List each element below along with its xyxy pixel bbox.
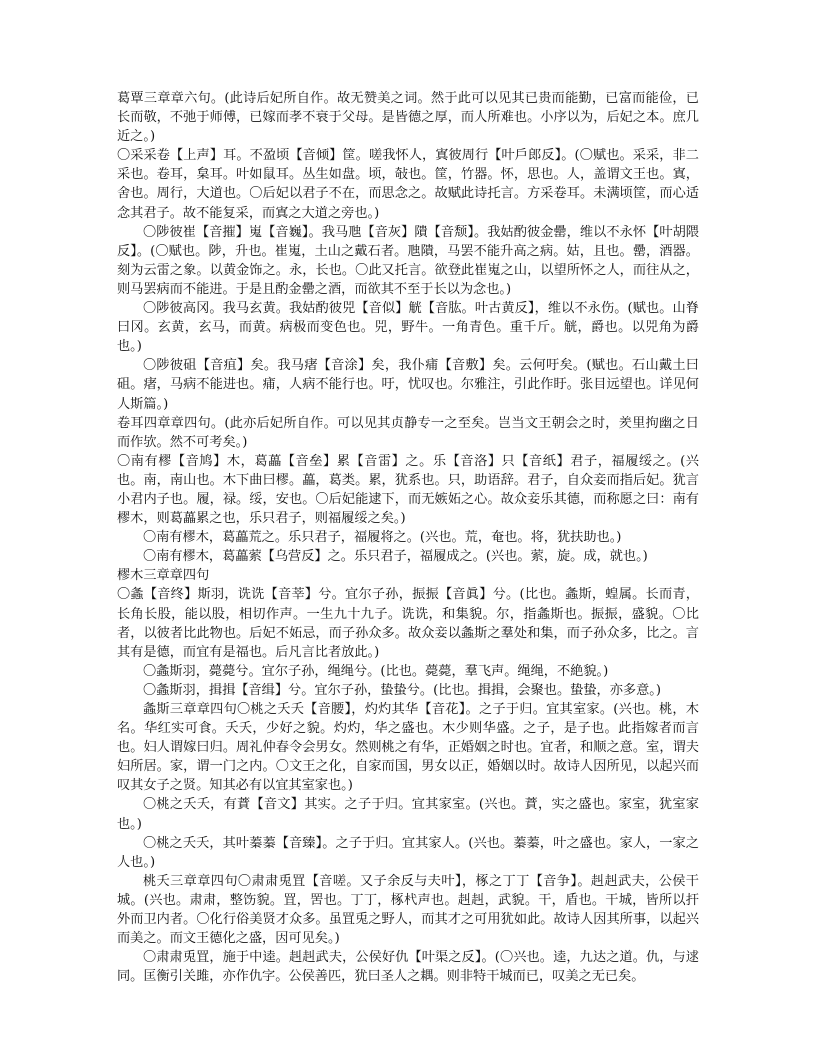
paragraph: 〇螽斯羽，薨薨兮。宜尔子孙，绳绳兮。(比也。薨薨，羣飞声。绳绳，不絶貌。) [143,663,609,679]
paragraph: 〇南有樛木，葛藟荒之。乐只君子，福履将之。(兴也。荒，奄也。将，犹扶助也。) [143,530,622,546]
text-body [117,89,699,986]
paragraph: 〇陟彼崔【音摧】嵬【音巍】。我马虺【音灰】隤【音颓】。我姑酌彼金罍，维以不永怀【叶胡隈反】。(〇赋也。陟，升也。崔嵬，土山之戴石者。虺隤，马罢不能升高之病。姑，且也。罍，酒器。刻为云雷之象。以黄金饰之。永，长也。〇此又托言。欲登此崔嵬之山，以望所怀之人，而往从之，则马罢病而不能进。于是且酌金罍之酒，而欲其不至于长以为念也。) [117,224,699,297]
paragraph: 〇陟彼砠【音疽】矣。我马瘏【音涂】矣，我仆痡【音敷】矣。云何吁矣。(赋也。石山戴土曰砠。瘏，马病不能进也。痡，人病不能行也。吁，忧叹也。尔雅注，引此作盱。张目远望也。详见何人斯篇。) [117,358,699,412]
paragraph: 〇桃之夭夭，其叶蓁蓁【音臻】。之子于归。宜其家人。(兴也。蓁蓁，叶之盛也。家人，一家之人也。) [117,835,699,870]
paragraph: 桃夭三章章四句〇肃肃兎罝【音嗟。又子余反与夫叶】，椓之丁丁【音争】。赳赳武夫，公侯干城。(兴也。肃肃，整饬貌。罝，罟也。丁丁，椓杙声也。赳赳，武貌。干，盾也。干城，皆所以扞外而卫内者。〇化行俗美贤才众多。虽罝兎之野人，而其才之可用犹如此。故诗人因其所事，以起兴而美之。而文王德化之盛，因可见矣。) [117,873,699,947]
paragraph: 〇螽【音终】斯羽，诜诜【音莘】兮。宜尔子孙，振振【音眞】兮。(比也。螽斯，蝗属。长而青，长角长股，能以股，相切作声。一生九十九子。诜诜，和集貌。尔，指螽斯也。振振，盛貌。〇比者，以彼者比此物也。后妃不妬忌，而子孙众多。故众妾以螽斯之羣处和集，而子孙众多，比之。言其有是德，而宜有是福也。后凡言比者放此。) [117,587,699,660]
paragraph: 〇陟彼高冈。我马玄黄。我姑酌彼兕【音似】觥【音肱。叶古黄反】，维以不永伤。(赋也。山脊曰冈。玄黄，玄马，而黄。病极而变色也。兕，野牛。一角青色。重千斤。觥，爵也。以兕角为爵也。) [117,301,699,355]
paragraph: 〇螽斯羽，揖揖【音缉】兮。宜尔子孙，蛰蛰兮。(比也。揖揖，会聚也。蛰蛰，亦多意。) [143,682,661,698]
paragraph: 〇南有樛木，葛藟萦【乌营反】之。乐只君子，福履成之。(兴也。萦，旋。成，就也。) [143,549,648,565]
paragraph: 葛覃三章章六句。(此诗后妃所自作。故无赞美之词。然于此可以见其已贵而能勤，已富而能俭，已长而敬，不弛于师傅，已嫁而孝不衰于父母。是皆德之厚，而人所难也。小序以为，后妃之本。庶几近之。) [117,91,699,145]
paragraph: 〇南有樛【音鸠】木，葛藟【音垒】累【音雷】之。乐【音洛】只【音纸】君子，福履绥之。(兴也。南，南山也。木下曲曰樛。藟，葛类。累，犹系也。只，助语辞。君子，自众妾而指后妃。犹言小君内子也。履，禄。绥，安也。〇后妃能逮下，而无嫉妬之心。故众妾乐其德，而称愿之曰：南有樛木，则葛藟累之也，乐只君子，则福履绥之矣。) [117,453,699,527]
paragraph: 〇桃之夭夭，有蕡【音文】其实。之子于归。宜其家室。(兴也。蕡，实之盛也。家室，犹室家也。) [117,797,699,832]
paragraph: 〇采采卷【上声】耳。不盈顷【音倾】筐。嗟我怀人，寘彼周行【叶戶郎反】。(〇赋也。采采，非二采也。卷耳，枲耳。叶如鼠耳。丛生如盘。顷，敧也。筐，竹器。怀，思也。人，盖谓文王也。寘，舍也。周行，大道也。〇后妃以君子不在，而思念之。故赋此诗托言。方采卷耳。未满顷筐，而心适念其君子。故不能复采，而寘之大道之旁也。) [117,148,699,221]
paragraph: 卷耳四章章四句。(此亦后妃所自作。可以见其贞静专一之至矣。岂当文王朝会之时，羑里拘幽之日而作欤。然不可考矣。) [117,415,699,450]
paragraph: 螽斯三章章四句〇桃之夭夭【音腰】，灼灼其华【音花】。之子于归。宜其室家。(兴也。桃，木名。华红实可食。夭夭，少好之貌。灼灼，华之盛也。木少则华盛。之子，是子也。此指嫁者而言也。妇人谓嫁曰归。周礼仲春令会男女。然则桃之有华，正婚姻之时也。宜者，和顺之意。室，谓夫妇所居。家，谓一门之内。〇文王之化，自家而国，男女以正，婚姻以时。故诗人因所见，以起兴而叹其女子之贤。知其必有以宜其室家也。) [117,702,699,794]
paragraph: 樛木三章章四句 [117,568,210,584]
paragraph: 〇肃肃兎罝，施于中逵。赳赳武夫，公侯好仇【叶渠之反】。(〇兴也。逵，九达之道。仇，与逑同。匡衡引关雎，亦作仇字。公侯善匹，犹曰圣人之耦。则非特干城而已，叹美之无已矣。 [117,950,699,985]
